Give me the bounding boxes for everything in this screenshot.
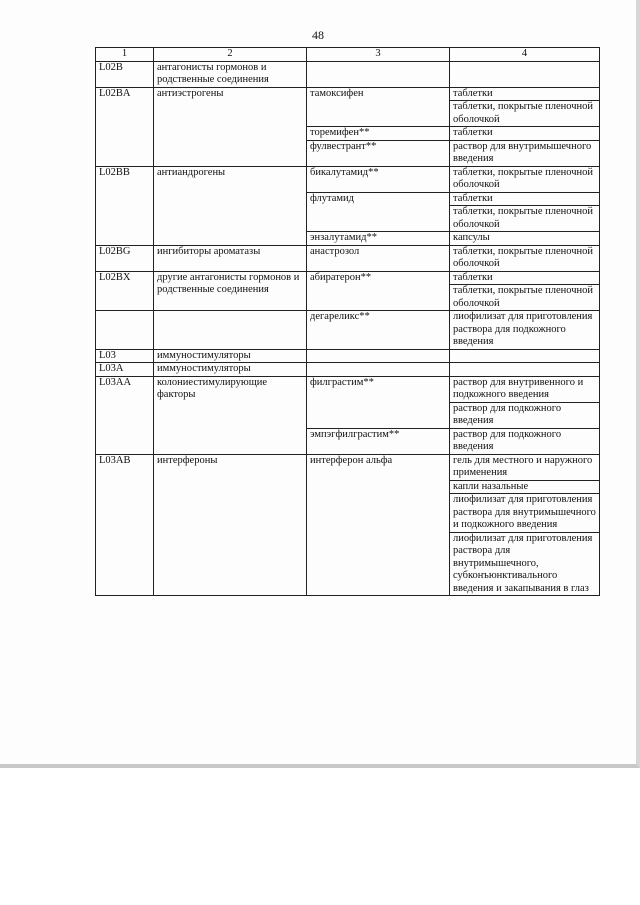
column-header: 4 <box>450 48 600 62</box>
drug-name-cell: абиратерон** <box>307 271 450 311</box>
table-row <box>96 271 600 285</box>
atc-code-cell: L03AB <box>96 454 154 596</box>
atc-group-cell: колониестимулирующие факторы <box>154 376 307 454</box>
atc-code-cell: L03 <box>96 349 154 363</box>
atc-code-cell: L02BG <box>96 245 154 271</box>
dosage-form-cell: таблетки <box>450 127 600 141</box>
table-row <box>96 311 600 350</box>
drug-name-cell: энзалутамид** <box>307 232 450 246</box>
dosage-form-cell <box>450 363 600 377</box>
drug-name-cell <box>307 363 450 377</box>
atc-group-cell: интерфероны <box>154 454 307 596</box>
dosage-form-cell: таблетки, покрытые пленочной оболочкой <box>450 101 600 127</box>
table-row <box>96 61 600 87</box>
atc-group-cell: ингибиторы ароматазы <box>154 245 307 271</box>
dosage-form-cell: таблетки, покрытые пленочной оболочкой <box>450 166 600 192</box>
atc-code-cell: L02BB <box>96 166 154 245</box>
drug-name-cell: тамоксифен <box>307 87 450 127</box>
drug-name-cell: фулвестрант** <box>307 140 450 166</box>
table-row <box>96 454 600 480</box>
atc-group-cell: антагонисты гормонов и родственные соединения <box>154 61 307 87</box>
table-row <box>96 349 600 363</box>
atc-code-cell: L02BA <box>96 87 154 166</box>
dosage-form-cell: таблетки <box>450 87 600 101</box>
drug-name-cell <box>307 349 450 363</box>
dosage-form-cell: таблетки, покрытые пленочной оболочкой <box>450 245 600 271</box>
table-row <box>96 363 600 377</box>
dosage-form-cell: таблетки <box>450 192 600 206</box>
dosage-form-cell: лиофилизат для приготовления раствора для внутримышечного и подкожного введения <box>450 494 600 533</box>
drug-name-cell: анастрозол <box>307 245 450 271</box>
table-row <box>96 166 600 192</box>
column-header: 2 <box>154 48 307 62</box>
atc-code-cell: L02BX <box>96 271 154 311</box>
dosage-form-cell: капсулы <box>450 232 600 246</box>
table-row <box>96 376 600 402</box>
column-header: 3 <box>307 48 450 62</box>
atc-group-cell: другие антагонисты гормонов и родственные соединения <box>154 271 307 311</box>
dosage-form-cell: таблетки, покрытые пленочной оболочкой <box>450 206 600 232</box>
drug-name-cell: флутамид <box>307 192 450 232</box>
atc-code-cell: L03A <box>96 363 154 377</box>
atc-group-cell: иммуностимуляторы <box>154 363 307 377</box>
dosage-form-cell: раствор для внутримышечного введения <box>450 140 600 166</box>
dosage-form-cell: раствор для подкожного введения <box>450 428 600 454</box>
dosage-form-cell: раствор для подкожного введения <box>450 402 600 428</box>
atc-group-cell: антиандрогены <box>154 166 307 245</box>
page-number: 48 <box>312 28 324 42</box>
dosage-form-cell: таблетки <box>450 271 600 285</box>
atc-code-cell <box>96 311 154 350</box>
table-row <box>96 87 600 101</box>
dosage-form-cell <box>450 61 600 87</box>
dosage-form-cell: лиофилизат для приготовления раствора для внутримышечного, субконъюнктивального введения и закапывания в глаз <box>450 532 600 596</box>
dosage-form-cell: раствор для внутривенного и подкожного введения <box>450 376 600 402</box>
dosage-form-cell: таблетки, покрытые пленочной оболочкой <box>450 285 600 311</box>
atc-group-cell <box>154 311 307 350</box>
atc-code-cell: L03AA <box>96 376 154 454</box>
drug-name-cell: филграстим** <box>307 376 450 428</box>
drug-table <box>95 47 600 596</box>
dosage-form-cell: капли назальные <box>450 480 600 494</box>
table-row <box>96 245 600 271</box>
dosage-form-cell <box>450 349 600 363</box>
column-header: 1 <box>96 48 154 62</box>
drug-name-cell: эмпэгфилграстим** <box>307 428 450 454</box>
dosage-form-cell: лиофилизат для приготовления раствора для подкожного введения <box>450 311 600 350</box>
drug-name-cell: торемифен** <box>307 127 450 141</box>
drug-name-cell: дегареликс** <box>307 311 450 350</box>
table-header-row <box>96 48 600 62</box>
drug-name-cell: интерферон альфа <box>307 454 450 596</box>
drug-name-cell <box>307 61 450 87</box>
dosage-form-cell: гель для местного и наружного применения <box>450 454 600 480</box>
atc-code-cell: L02B <box>96 61 154 87</box>
atc-group-cell: антиэстрогены <box>154 87 307 166</box>
drug-name-cell: бикалутамид** <box>307 166 450 192</box>
atc-group-cell: иммуностимуляторы <box>154 349 307 363</box>
